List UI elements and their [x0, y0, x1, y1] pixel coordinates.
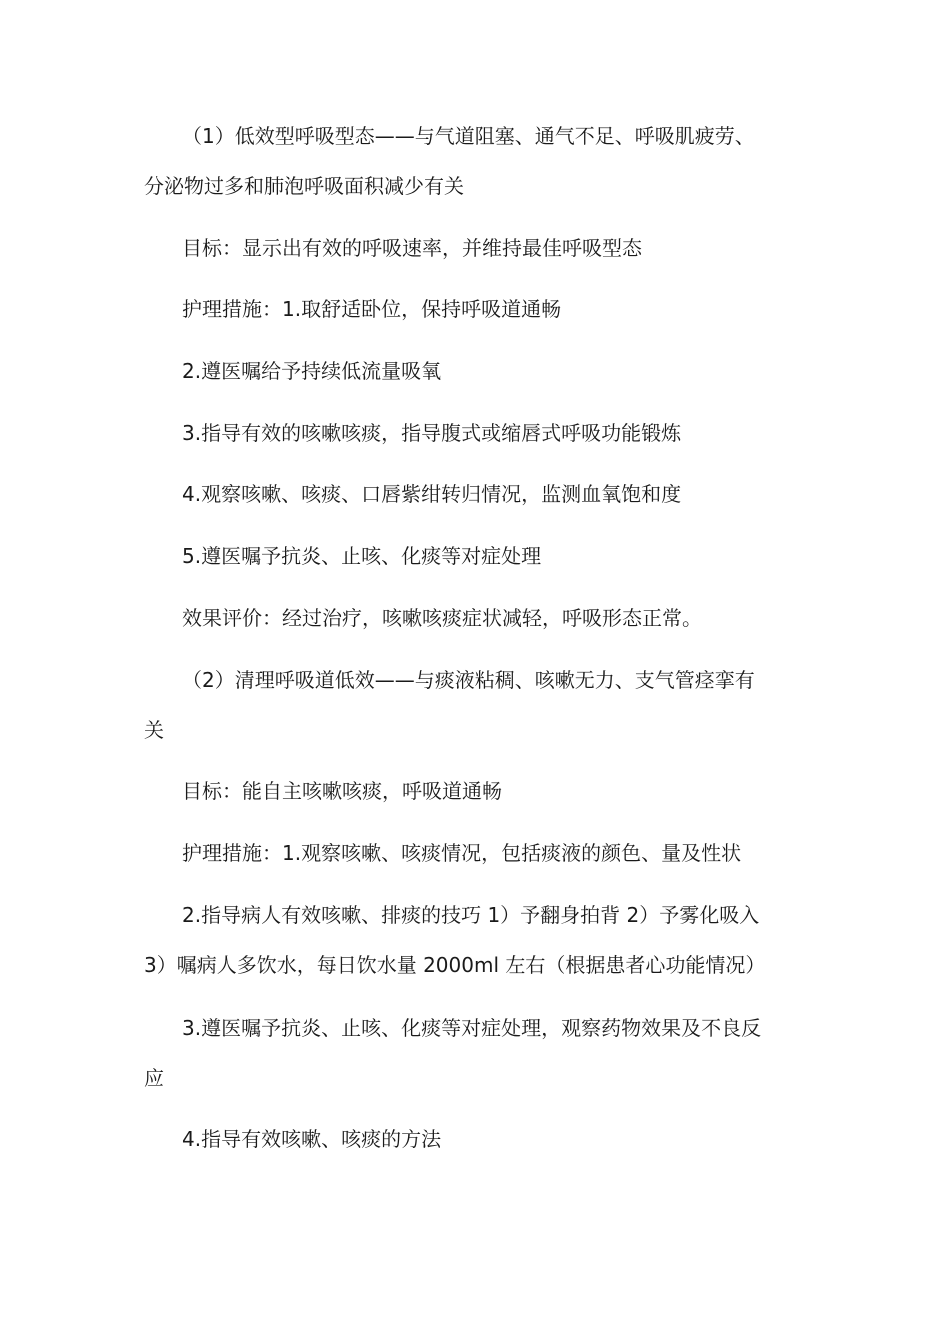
paragraph-2-heading-line-1: （2）清理呼吸道低效——与痰液粘稠、咳嗽无力、支气管痉挛有: [182, 668, 755, 692]
measures-1-item-5: 5.遵医嘱予抗炎、止咳、化痰等对症处理: [182, 544, 542, 568]
evaluation-1-text: 效果评价：经过治疗，咳嗽咳痰症状减轻，呼吸形态正常。: [182, 606, 702, 630]
paragraph-1-heading-line-1: （1）低效型呼吸型态——与气道阻塞、通气不足、呼吸肌疲劳、: [182, 124, 755, 148]
measures-1-item-1: 护理措施：1.取舒适卧位，保持呼吸道通畅: [182, 297, 562, 321]
measures-1-item-3: 3.指导有效的咳嗽咳痰，指导腹式或缩唇式呼吸功能锻炼: [182, 421, 682, 445]
paragraph-2-heading-line-2: 关: [144, 718, 164, 742]
measures-2-item-3-line-2: 应: [144, 1066, 164, 1090]
measures-2-item-4: 4.指导有效咳嗽、咳痰的方法: [182, 1127, 442, 1151]
paragraph-1-heading-line-2: 分泌物过多和肺泡呼吸面积减少有关: [144, 174, 464, 198]
measures-2-item-2-line-2: 3）嘱病人多饮水，每日饮水量 2000ml 左右（根据患者心功能情况）: [144, 953, 766, 977]
measures-2-item-3-line-1: 3.遵医嘱予抗炎、止咳、化痰等对症处理，观察药物效果及不良反: [182, 1016, 762, 1040]
goal-2-text: 目标：能自主咳嗽咳痰，呼吸道通畅: [182, 779, 502, 803]
measures-1-item-2: 2.遵医嘱给予持续低流量吸氧: [182, 359, 442, 383]
measures-2-item-1: 护理措施：1.观察咳嗽、咳痰情况，包括痰液的颜色、量及性状: [182, 841, 742, 865]
measures-2-item-2-line-1: 2.指导病人有效咳嗽、排痰的技巧 1）予翻身拍背 2）予雾化吸入: [182, 903, 760, 927]
goal-1-text: 目标：显示出有效的呼吸速率，并维持最佳呼吸型态: [182, 236, 642, 260]
measures-1-item-4: 4.观察咳嗽、咳痰、口唇紫绀转归情况，监测血氧饱和度: [182, 482, 682, 506]
